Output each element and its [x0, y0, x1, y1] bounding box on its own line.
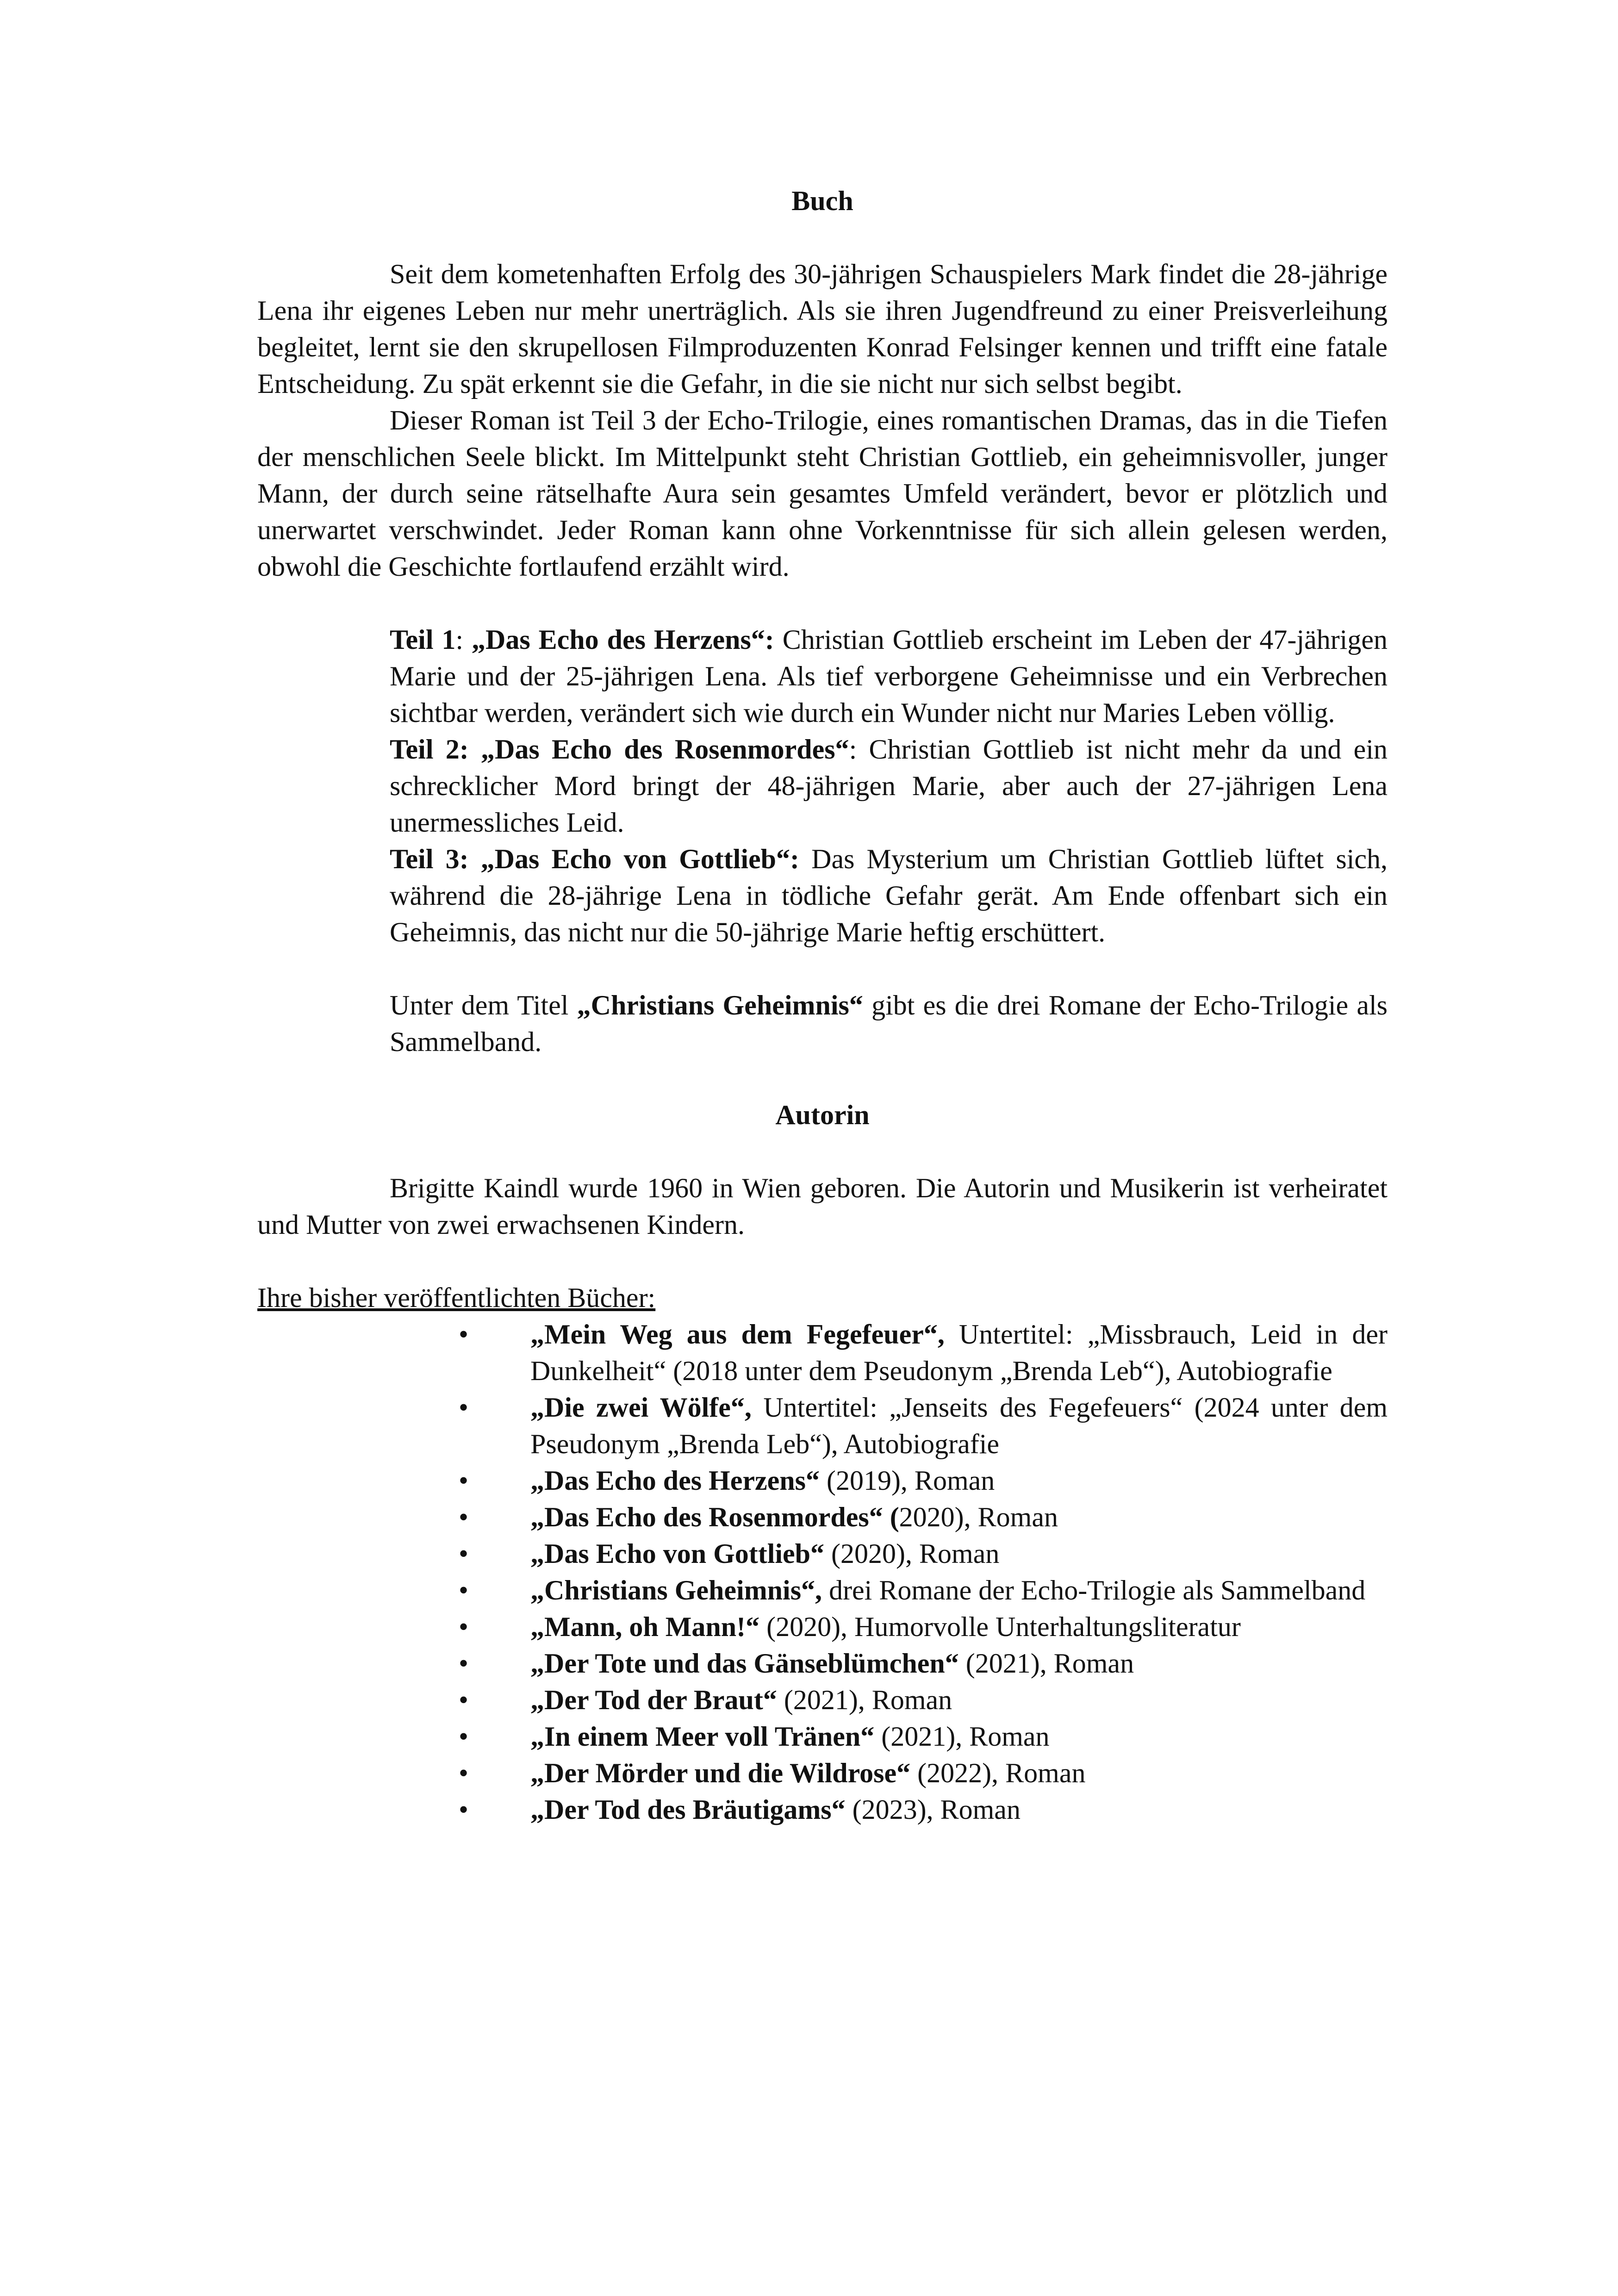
book-title: „Der Mörder und die Wildrose“ [530, 1758, 911, 1788]
list-item [459, 1536, 1388, 1572]
author-bio: Brigitte Kaindl wurde 1960 in Wien geboren. Die Autorin und Musikerin ist verheiratet und Mutter von zwei erwachsenen Kindern. [257, 1173, 1388, 1240]
list-item [459, 1792, 1388, 1828]
trilogy-parts [390, 622, 1388, 1060]
document-page [257, 183, 1388, 1828]
part-label: Teil 2: „Das Echo des Rosenmordes“ [390, 734, 849, 765]
book-details: (2020), Humorvolle Unterhaltungsliteratur [759, 1612, 1241, 1642]
bullet-icon: • [459, 1648, 469, 1679]
book-title: „Der Tod des Bräutigams“ [530, 1794, 846, 1825]
book-details: Untertitel: „Missbrauch, Leid in der Dunkelheit“ (2018 unter dem Pseudonym „Brenda Leb“), Autobiografie [530, 1319, 1388, 1386]
bullet-icon: • [459, 1758, 469, 1788]
bullet-icon: • [459, 1794, 469, 1825]
book-title: „Das Echo von Gottlieb“ [530, 1538, 825, 1569]
book-title: „Das Echo des Rosenmordes“ ( [530, 1502, 899, 1532]
list-item [459, 1755, 1388, 1792]
book-title: „Mein Weg aus dem Fegefeuer“, [530, 1319, 945, 1350]
list-item [459, 1389, 1388, 1462]
list-item [459, 1645, 1388, 1682]
part-title: „Das Echo des Herzens“: [472, 624, 774, 655]
bullet-icon: • [459, 1721, 469, 1752]
list-item [459, 1572, 1388, 1609]
bullet-icon: • [459, 1319, 469, 1350]
trilogy-part-2 [390, 731, 1388, 841]
list-item [459, 1682, 1388, 1718]
part-text: Das Mysterium um Christian Gottlieb lüftet sich, während die 28-jährige Lena in tödliche Gefahr gerät. Am Ende offenbart sich ein Geheimnis, das nicht nur die 50-jährige Marie heftig erschüttert. [390, 844, 1388, 947]
part-label-rest: : [455, 624, 472, 655]
sammelband-title: „Christians Geheimnis“ [577, 990, 863, 1020]
bullet-icon: • [459, 1538, 469, 1569]
book-details: 2020), Roman [899, 1502, 1058, 1532]
section-heading-buch: Buch [791, 186, 853, 216]
sammelband-pre: Unter dem Titel [390, 990, 577, 1020]
book-details: (2019), Roman [819, 1465, 995, 1496]
trilogy-part-1 [390, 622, 1388, 731]
list-item [459, 1499, 1388, 1536]
bullet-icon: • [459, 1465, 469, 1496]
bullet-icon: • [459, 1612, 469, 1642]
book-details: (2021), Roman [777, 1685, 952, 1715]
books-list [257, 1316, 1388, 1828]
book-details: (2021), Roman [958, 1648, 1134, 1679]
list-item [459, 1718, 1388, 1755]
trilogy-part-3 [390, 841, 1388, 951]
part-text: : Christian Gottlieb ist nicht mehr da und ein schrecklicher Mord bringt der 48-jährigen Marie, aber auch der 27-jährigen Lena unermessliches Leid. [390, 734, 1388, 838]
sammelband-post: gibt es die drei Romane der Echo-Trilogie als Sammelband. [390, 990, 1388, 1057]
part-text: Christian Gottlieb erscheint im Leben der 47-jährigen Marie und der 25-jährigen Lena. Als tief verborgene Geheimnisse und ein Verbrechen sichtbar werden, verändert sich wie durch ein Wunder nicht nur Maries Leben völlig. [390, 624, 1388, 728]
book-details: (2021), Roman [874, 1721, 1050, 1752]
book-title: „Der Tod der Braut“ [530, 1685, 777, 1715]
book-title: „Mann, oh Mann!“ [530, 1612, 760, 1642]
buch-paragraph-2: Dieser Roman ist Teil 3 der Echo-Trilogie, eines romantischen Dramas, das in die Tiefen der menschlichen Seele blickt. Im Mittelpunkt steht Christian Gottlieb, ein geheimnisvoller, junger Mann, der durch seine rätselhafte Aura sein gesamtes Umfeld verändert, bevor er plötzlich und unerwartet verschwindet. Jeder Roman kann ohne Vorkenntnisse für sich allein gelesen werden, obwohl die Geschichte fortlaufend erzählt wird. [257, 405, 1388, 582]
book-details: Untertitel: „Jenseits des Fegefeuers“ (2024 unter dem Pseudonym „Brenda Leb“), Autobiografie [530, 1392, 1388, 1459]
book-title: „Christians Geheimnis“, [530, 1575, 822, 1605]
book-details: drei Romane der Echo-Trilogie als Sammelband [822, 1575, 1366, 1605]
book-title: „In einem Meer voll Tränen“ [530, 1721, 875, 1752]
list-item [459, 1609, 1388, 1645]
book-details: (2020), Roman [824, 1538, 1000, 1569]
section-heading-autorin: Autorin [775, 1100, 870, 1130]
part-label: Teil 3: „Das Echo von Gottlieb“: [390, 844, 800, 874]
sammelband-paragraph [390, 987, 1388, 1060]
bullet-icon: • [459, 1392, 469, 1423]
book-title: „Der Tote und das Gänseblümchen“ [530, 1648, 959, 1679]
buch-paragraph-1: Seit dem kometenhaften Erfolg des 30-jährigen Schauspielers Mark findet die 28-jährige Lena ihr eigenes Leben nur mehr unerträglich. Als sie ihren Jugendfreund zu einer Preisverleihung begleitet, lernt sie den skrupellosen Filmproduzenten Konrad Felsinger kennen und trifft eine fatale Entscheidung. Zu spät erkennt sie die Gefahr, in die sie nicht nur sich selbst begibt. [257, 259, 1388, 399]
book-details: (2022), Roman [910, 1758, 1086, 1788]
list-item [459, 1316, 1388, 1389]
book-details: (2023), Roman [845, 1794, 1021, 1825]
bullet-icon: • [459, 1685, 469, 1715]
bullet-icon: • [459, 1575, 469, 1605]
part-label: Teil 1 [390, 624, 456, 655]
book-title: „Die zwei Wölfe“, [530, 1392, 752, 1423]
book-title: „Das Echo des Herzens“ [530, 1465, 820, 1496]
bullet-icon: • [459, 1502, 469, 1532]
books-list-heading: Ihre bisher veröffentlichten Bücher: [257, 1282, 656, 1313]
list-item [459, 1462, 1388, 1499]
